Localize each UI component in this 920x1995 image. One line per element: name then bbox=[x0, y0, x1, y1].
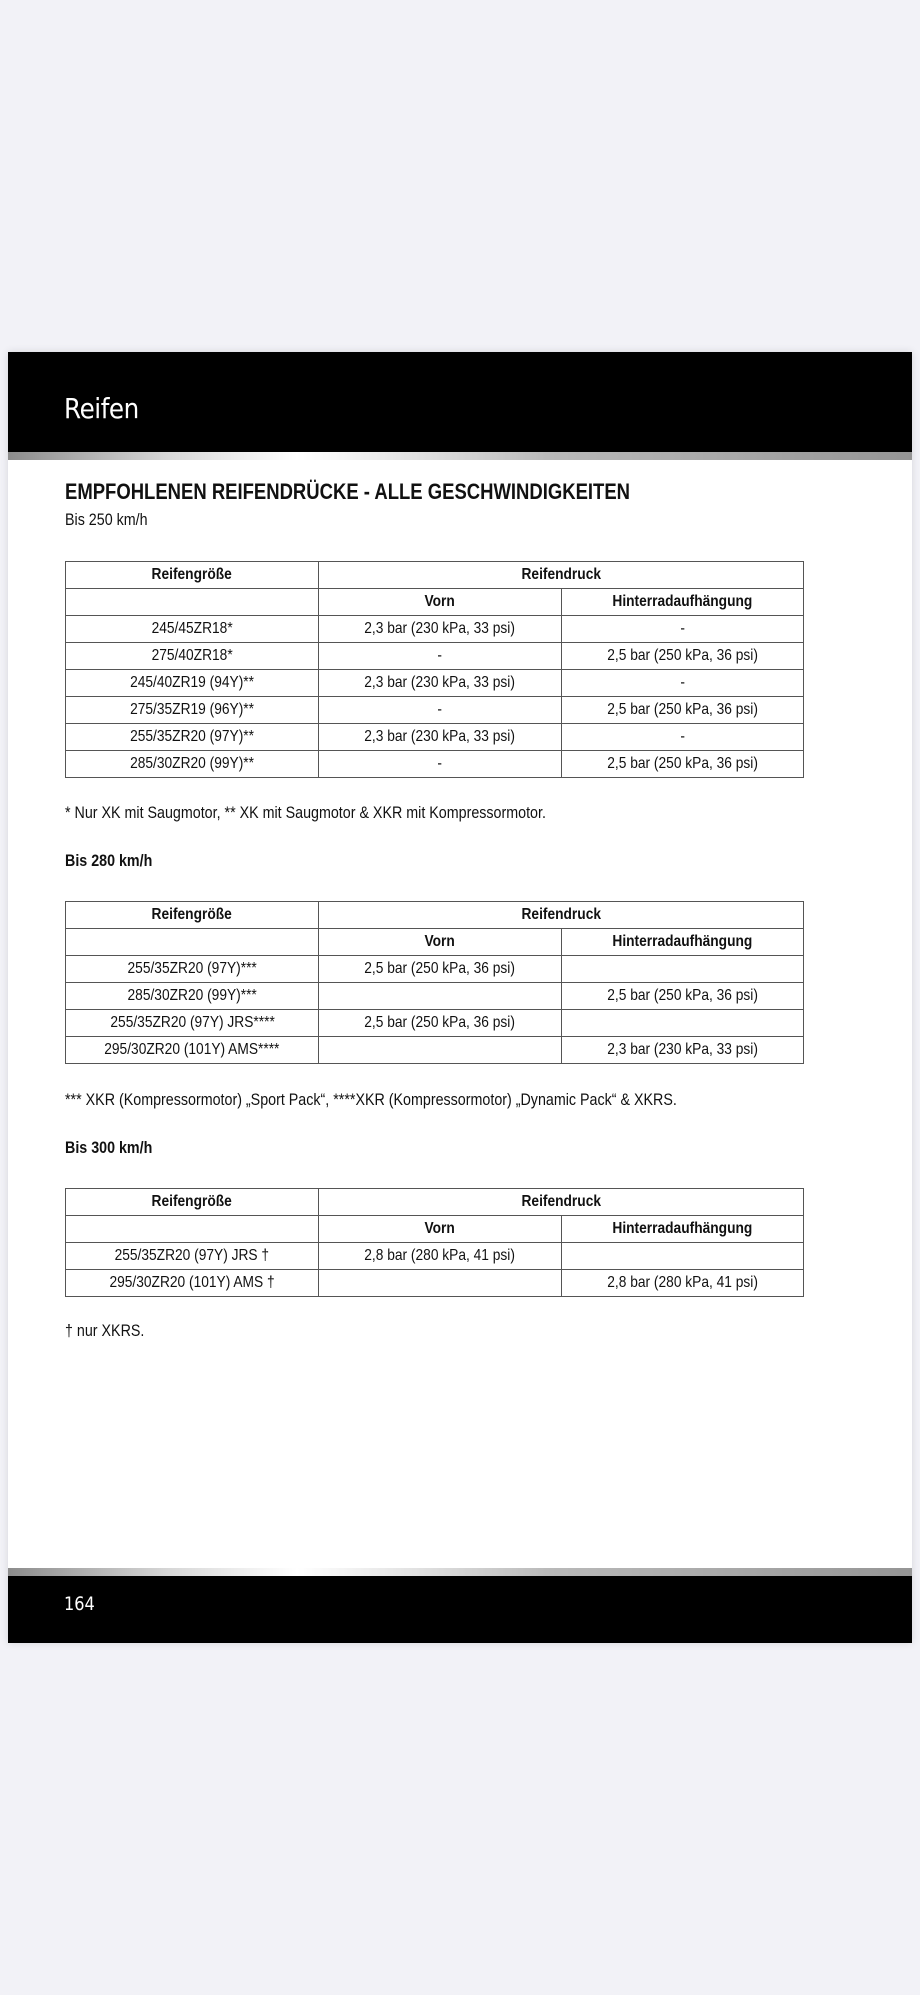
header-front: Vorn bbox=[319, 929, 561, 956]
header-tire-size: Reifengröße bbox=[66, 902, 319, 929]
header-pressure: Reifendruck bbox=[319, 902, 804, 929]
table-header-row bbox=[66, 902, 804, 929]
table-row bbox=[66, 983, 804, 1010]
header-front: Vorn bbox=[319, 589, 561, 616]
header-rear: Hinterradaufhängung bbox=[561, 1216, 803, 1243]
header-pressure: Reifendruck bbox=[319, 1189, 804, 1216]
cell-front: 2,8 bar (280 kPa, 41 psi) bbox=[319, 1243, 561, 1270]
section-3-title: Bis 300 km/h bbox=[65, 1138, 153, 1157]
cell-size: 285/30ZR20 (99Y)*** bbox=[66, 983, 319, 1010]
header-empty bbox=[66, 1216, 319, 1243]
cell-size: 245/40ZR19 (94Y)** bbox=[66, 670, 319, 697]
cell-size: 285/30ZR20 (99Y)** bbox=[66, 751, 319, 778]
cell-front bbox=[319, 983, 561, 1010]
cell-rear bbox=[561, 1010, 803, 1037]
header-rear: Hinterradaufhängung bbox=[561, 589, 803, 616]
table-row bbox=[66, 724, 804, 751]
cell-front: 2,5 bar (250 kPa, 36 psi) bbox=[319, 956, 561, 983]
cell-rear: - bbox=[561, 616, 803, 643]
cell-rear: 2,5 bar (250 kPa, 36 psi) bbox=[561, 697, 803, 724]
cell-rear: - bbox=[561, 670, 803, 697]
table-row bbox=[66, 670, 804, 697]
table-row bbox=[66, 751, 804, 778]
cell-front bbox=[319, 1037, 561, 1064]
section-2-title: Bis 280 km/h bbox=[65, 851, 153, 870]
footnote-300: † nur XKRS. bbox=[65, 1321, 145, 1340]
section-1-title: Bis 250 km/h bbox=[65, 510, 148, 529]
cell-size: 255/35ZR20 (97Y) JRS † bbox=[66, 1243, 319, 1270]
table-header-row bbox=[66, 1189, 804, 1216]
cell-front: - bbox=[319, 643, 561, 670]
header-rear: Hinterradaufhängung bbox=[561, 929, 803, 956]
table-row bbox=[66, 643, 804, 670]
header-front: Vorn bbox=[319, 1216, 561, 1243]
table-row bbox=[66, 1243, 804, 1270]
pressure-table-280 bbox=[65, 901, 804, 1064]
cell-front: 2,5 bar (250 kPa, 36 psi) bbox=[319, 1010, 561, 1037]
chapter-title: Reifen bbox=[64, 392, 139, 425]
cell-rear: 2,5 bar (250 kPa, 36 psi) bbox=[561, 983, 803, 1010]
cell-rear bbox=[561, 1243, 803, 1270]
header-tire-size: Reifengröße bbox=[66, 1189, 319, 1216]
table-header-row bbox=[66, 562, 804, 589]
page-content bbox=[65, 478, 855, 1343]
cell-rear: - bbox=[561, 724, 803, 751]
cell-size: 255/35ZR20 (97Y) JRS**** bbox=[66, 1010, 319, 1037]
cell-front: - bbox=[319, 751, 561, 778]
page-number: 164 bbox=[64, 1593, 95, 1615]
header-pressure: Reifendruck bbox=[319, 562, 804, 589]
table-subheader-row bbox=[66, 589, 804, 616]
cell-size: 275/40ZR18* bbox=[66, 643, 319, 670]
cell-front: - bbox=[319, 697, 561, 724]
cell-size: 255/35ZR20 (97Y)** bbox=[66, 724, 319, 751]
footer-divider bbox=[8, 1568, 912, 1576]
page-header bbox=[8, 352, 912, 452]
cell-front bbox=[319, 1270, 561, 1297]
cell-size: 275/35ZR19 (96Y)** bbox=[66, 697, 319, 724]
table-row bbox=[66, 697, 804, 724]
header-empty bbox=[66, 929, 319, 956]
cell-front: 2,3 bar (230 kPa, 33 psi) bbox=[319, 724, 561, 751]
footnote-250: * Nur XK mit Saugmotor, ** XK mit Saugmotor & XKR mit Kompressormotor. bbox=[65, 803, 546, 822]
table-row bbox=[66, 956, 804, 983]
table-row bbox=[66, 616, 804, 643]
header-empty bbox=[66, 589, 319, 616]
footnote-280: *** XKR (Kompressormotor) „Sport Pack“, ****XKR (Kompressormotor) „Dynamic Pack“ & XKRS. bbox=[65, 1090, 677, 1109]
cell-size: 245/45ZR18* bbox=[66, 616, 319, 643]
table-row bbox=[66, 1037, 804, 1064]
manual-page bbox=[8, 352, 912, 1643]
header-tire-size: Reifengröße bbox=[66, 562, 319, 589]
cell-rear: 2,8 bar (280 kPa, 41 psi) bbox=[561, 1270, 803, 1297]
pressure-table-300 bbox=[65, 1188, 804, 1297]
cell-size: 295/30ZR20 (101Y) AMS**** bbox=[66, 1037, 319, 1064]
cell-rear: 2,5 bar (250 kPa, 36 psi) bbox=[561, 751, 803, 778]
cell-size: 255/35ZR20 (97Y)*** bbox=[66, 956, 319, 983]
table-row bbox=[66, 1010, 804, 1037]
cell-front: 2,3 bar (230 kPa, 33 psi) bbox=[319, 670, 561, 697]
cell-rear bbox=[561, 956, 803, 983]
table-subheader-row bbox=[66, 929, 804, 956]
pressure-table-250 bbox=[65, 561, 804, 778]
table-row bbox=[66, 1270, 804, 1297]
cell-front: 2,3 bar (230 kPa, 33 psi) bbox=[319, 616, 561, 643]
header-divider bbox=[8, 452, 912, 460]
cell-size: 295/30ZR20 (101Y) AMS † bbox=[66, 1270, 319, 1297]
table-subheader-row bbox=[66, 1216, 804, 1243]
page-footer bbox=[8, 1576, 912, 1643]
page-title: EMPFOHLENEN REIFENDRÜCKE - ALLE GESCHWINDIGKEITEN bbox=[65, 479, 631, 504]
cell-rear: 2,5 bar (250 kPa, 36 psi) bbox=[561, 643, 803, 670]
cell-rear: 2,3 bar (230 kPa, 33 psi) bbox=[561, 1037, 803, 1064]
